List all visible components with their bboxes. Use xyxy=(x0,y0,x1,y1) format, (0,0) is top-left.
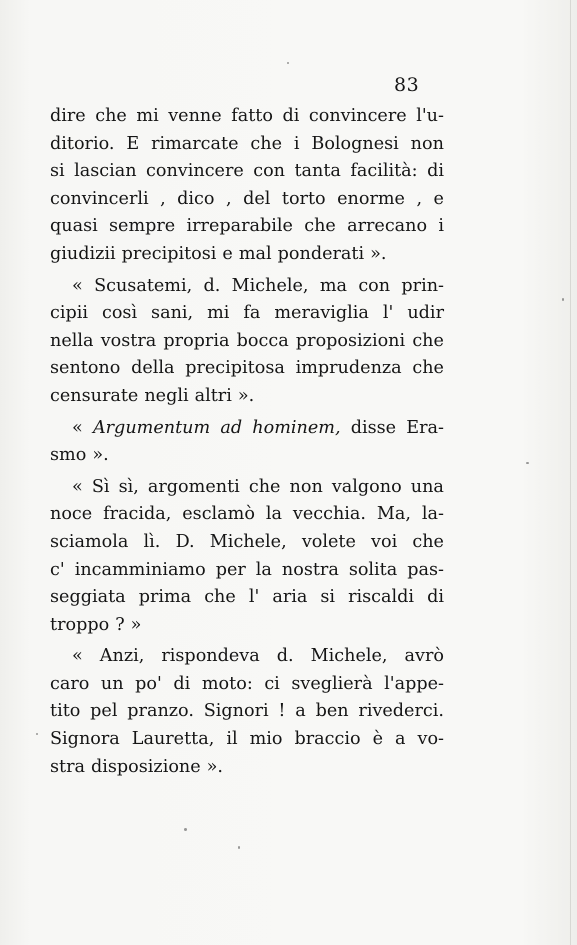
ink-speck xyxy=(287,62,289,64)
text-line: cipii così sani, mi fa meraviglia l' udir xyxy=(50,303,444,324)
text-line: censurate negli altri ». xyxy=(50,385,255,406)
text-line: noce fracida, esclamò la vecchia. Ma, la- xyxy=(50,504,444,525)
text-line: Signora Lauretta, il mio braccio è a vo- xyxy=(50,729,444,750)
ink-speck xyxy=(36,733,38,735)
text-line: « Scusatemi, d. Michele, ma con prin- xyxy=(72,275,444,296)
text-line: giudizii precipitosi e mal ponderati ». xyxy=(50,243,387,264)
body-text xyxy=(50,103,444,781)
text-line: sentono della precipitosa imprudenza che xyxy=(50,358,444,379)
text-line: seggiata prima che l' aria si riscaldi di xyxy=(50,587,444,608)
text-line: caro un po' di moto: ci sveglierà l'appe- xyxy=(50,673,444,694)
text-line: ditorio. E rimarcate che i Bolognesi non xyxy=(50,133,444,154)
ink-speck xyxy=(526,462,529,464)
ink-speck xyxy=(184,828,187,831)
text-line: sciamola lì. D. Michele, volete voi che xyxy=(50,531,444,552)
text-line: stra disposizione ». xyxy=(50,756,224,777)
text-line: troppo ? » xyxy=(50,614,142,635)
text-line: dire che mi venne fatto di convincere l'u- xyxy=(50,106,444,126)
text-line: quasi sempre irreparabile che arrecano i xyxy=(50,216,444,237)
text-line: si lascian convincere con tanta facilità: di xyxy=(50,161,444,182)
text-line: nella vostra propria bocca proposizioni che xyxy=(50,330,444,351)
text-line: tito pel pranzo. Signori ! a ben rivederci. xyxy=(50,701,444,722)
page-number: 83 xyxy=(394,74,420,96)
ink-speck xyxy=(238,846,240,849)
text-line: « Anzi, rispondeva d. Michele, avrò xyxy=(72,646,444,667)
text-line: convincerli , dico , del torto enorme , e xyxy=(50,188,444,209)
text-line: smo ». xyxy=(50,445,109,466)
text-line: c' incamminiamo per la nostra solita pas- xyxy=(50,559,444,580)
page-edge xyxy=(570,0,571,945)
text-line: « Argumentum ad hominem, disse Era- xyxy=(72,417,444,438)
text-line: « Sì sì, argomenti che non valgono una xyxy=(72,476,444,497)
ink-speck xyxy=(562,298,564,301)
